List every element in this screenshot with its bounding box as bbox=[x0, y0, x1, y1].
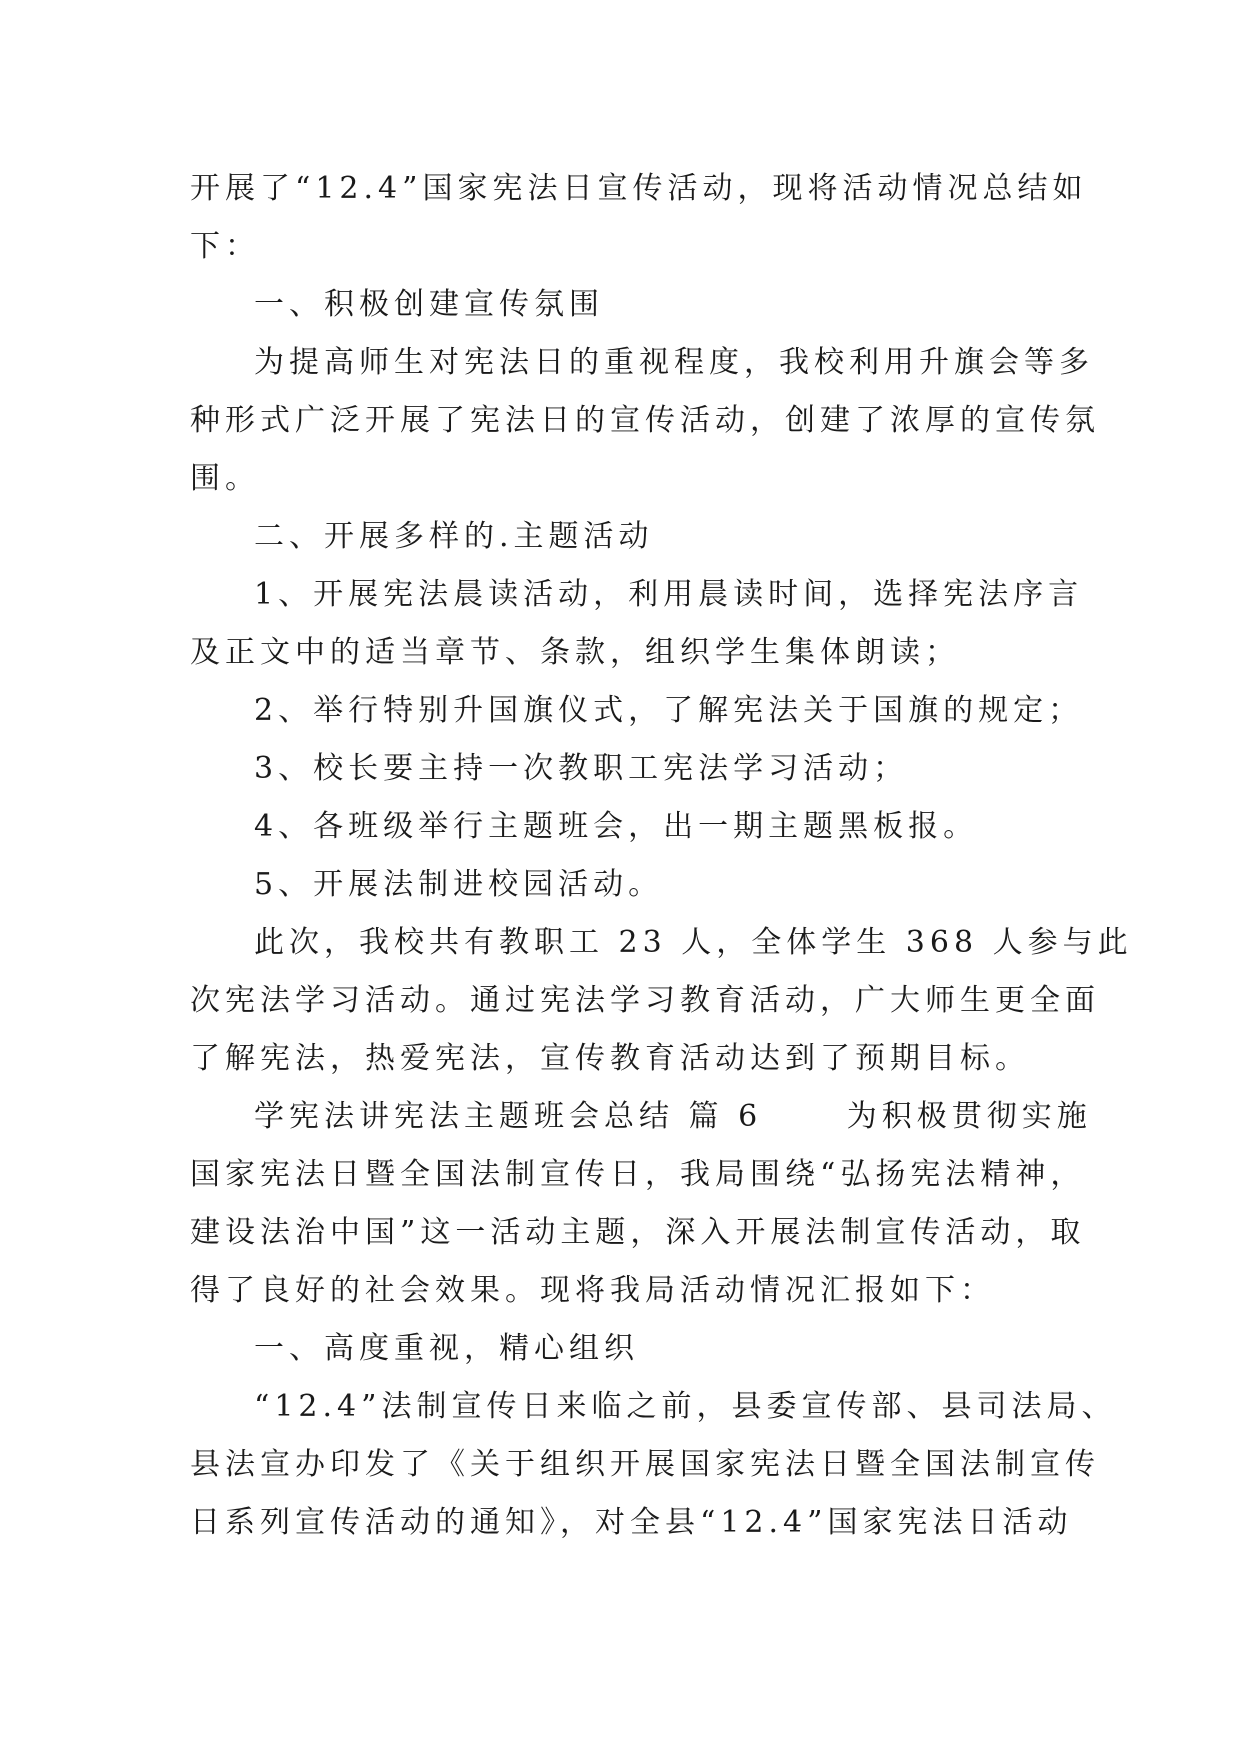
list-item: 4、各班级举行主题班会，出一期主题黑板报。 bbox=[254, 809, 979, 844]
section-heading: 一、积极创建宣传氛围 bbox=[254, 287, 604, 322]
text-line: 此次，我校共有教职工 23 人，全体学生 368 人参与此 bbox=[254, 925, 1133, 960]
list-item: 1、开展宪法晨读活动，利用晨读时间，选择宪法序言 bbox=[254, 577, 1084, 612]
text-line: 建设法治中国”这一活动主题，深入开展法制宣传活动，取 bbox=[190, 1215, 1086, 1250]
text-line: 得了良好的社会效果。现将我局活动情况汇报如下： bbox=[190, 1273, 995, 1308]
text-line: 为提高师生对宪法日的重视程度，我校利用升旗会等多 bbox=[254, 345, 1094, 380]
document-body bbox=[190, 160, 1133, 1552]
list-item: 5、开展法制进校园活动。 bbox=[254, 867, 664, 902]
list-item: 2、举行特别升国旗仪式，了解宪法关于国旗的规定； bbox=[254, 693, 1084, 728]
text-line: 种形式广泛开展了宪法日的宣传活动，创建了浓厚的宣传氛 bbox=[190, 403, 1100, 438]
text-line: “12.4”法制宣传日来临之前，县委宣传部、县司法局、 bbox=[254, 1389, 1117, 1424]
section-heading: 二、开展多样的.主题活动 bbox=[254, 519, 654, 554]
text-line: 次宪法学习活动。通过宪法学习教育活动，广大师生更全面 bbox=[190, 983, 1100, 1018]
text-line: 了解宪法，热爱宪法，宣传教育活动达到了预期目标。 bbox=[190, 1041, 1030, 1076]
text-line: 县法宣办印发了《关于组织开展国家宪法日暨全国法制宣传 bbox=[190, 1447, 1100, 1482]
text-line: 下： bbox=[190, 229, 260, 264]
article-title-line: 学宪法讲宪法主题班会总结 篇 6 为积极贯彻实施 bbox=[254, 1099, 1092, 1134]
list-item: 3、校长要主持一次教职工宪法学习活动； bbox=[254, 751, 909, 786]
section-heading: 一、高度重视，精心组织 bbox=[254, 1331, 639, 1366]
text-line: 开展了“12.4”国家宪法日宣传活动，现将活动情况总结如 bbox=[190, 171, 1088, 206]
text-line: 国家宪法日暨全国法制宣传日，我局围绕“弘扬宪法精神， bbox=[190, 1157, 1086, 1192]
text-line: 日系列宣传活动的通知》，对全县“12.4”国家宪法日活动 bbox=[190, 1505, 1073, 1540]
text-line: 及正文中的适当章节、条款，组织学生集体朗读； bbox=[190, 635, 960, 670]
text-line: 围。 bbox=[190, 461, 260, 496]
